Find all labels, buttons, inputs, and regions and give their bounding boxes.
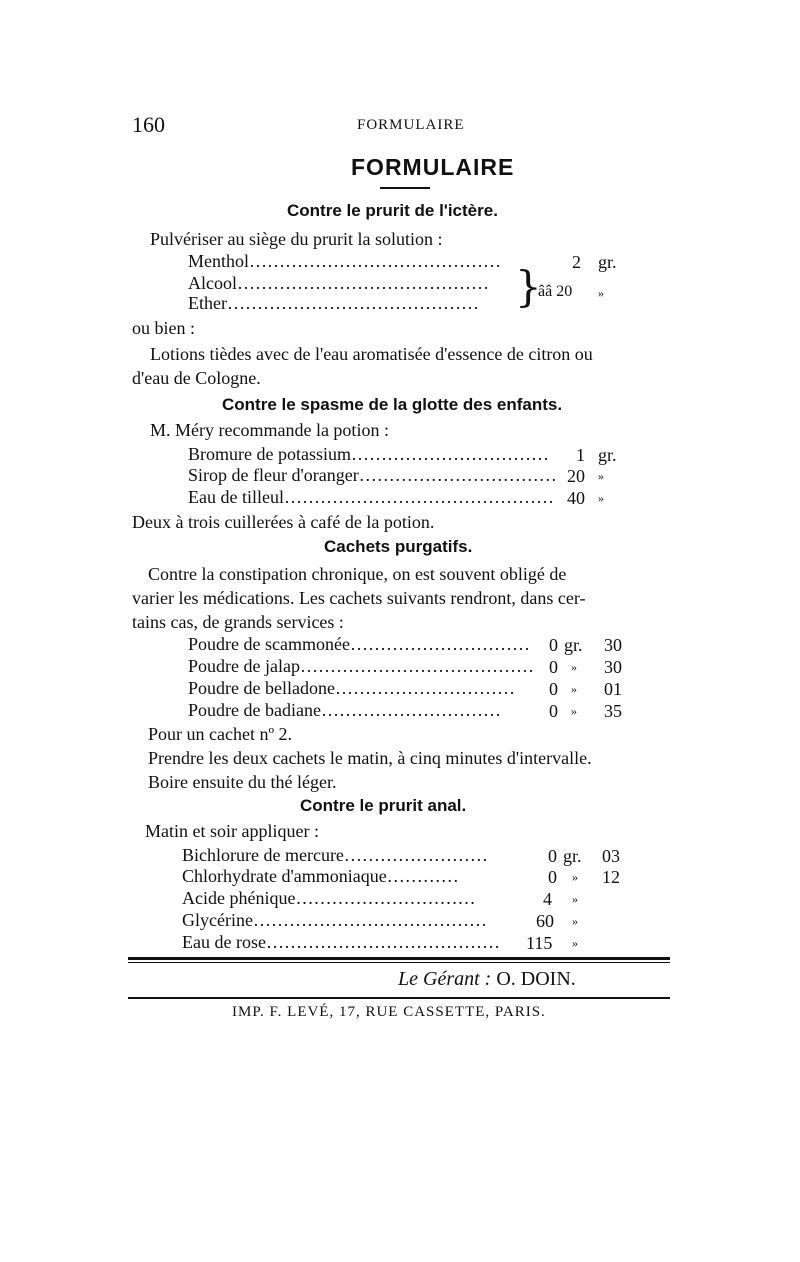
paragraph: varier les médications. Les cachets suivants rendront, dans cer- [132, 588, 586, 608]
recipe-quantity: 4 [543, 889, 552, 909]
section-heading-4: Contre le prurit anal. [300, 796, 467, 815]
recipe-row: Eau de rose………………………………… [182, 932, 500, 952]
recipe-quantity: 12 [602, 867, 620, 887]
recipe-row: Poudre de scammonée………………………… [188, 634, 530, 654]
printer-imprint: IMP. F. LEVÉ, 17, RUE CASSETTE, PARIS. [232, 1004, 546, 1020]
recipe-row: Alcool…………………………………… [188, 273, 489, 293]
ditto-mark: » [572, 892, 578, 906]
recipe-row: Poudre de badiane………………………… [188, 700, 501, 720]
recipe-unit: gr. [598, 445, 617, 465]
ditto-mark: » [572, 936, 578, 950]
ditto-mark: » [571, 682, 577, 696]
recipe-quantity: 115 [526, 933, 553, 953]
paragraph: d'eau de Cologne. [132, 368, 261, 388]
paragraph: Deux à trois cuillerées à café de la potion. [132, 512, 435, 532]
ditto-mark: » [598, 491, 604, 505]
ditto-mark: » [598, 469, 604, 483]
recipe-quantity: 0 [549, 679, 558, 699]
ditto-mark: » [572, 914, 578, 928]
recipe-quantity: 03 [602, 846, 620, 866]
gerant-line: Le Gérant : O. DOIN. [398, 968, 576, 990]
recipe-row: Poudre de belladone………………………… [188, 678, 515, 698]
paragraph: Contre la constipation chronique, on est souvent obligé de [148, 564, 567, 584]
recipe-unit: gr. [564, 635, 583, 655]
paragraph: tains cas, de grands services : [132, 612, 344, 632]
recipe-row: Eau de tilleul……………………………………… [188, 487, 554, 507]
paragraph: ou bien : [132, 318, 195, 338]
paragraph: M. Méry recommande la potion : [150, 420, 389, 440]
recipe-row: Menthol…………………………………… [188, 251, 501, 271]
recipe-quantity: 30 [604, 657, 622, 677]
divider [128, 957, 670, 960]
recipe-unit: gr. [598, 252, 617, 272]
recipe-quantity: 0 [548, 867, 557, 887]
paragraph: Pulvériser au siège du prurit la solution : [150, 229, 443, 249]
recipe-row: Sirop de fleur d'oranger…………………………… [188, 465, 557, 485]
recipe-row: Bromure de potassium…………………………… [188, 444, 549, 464]
recipe-quantity: 40 [567, 488, 585, 508]
recipe-quantity: 0 [549, 635, 558, 655]
paragraph: Boire ensuite du thé léger. [148, 772, 337, 792]
recipe-quantity: 1 [576, 445, 585, 465]
paragraph: Pour un cachet nº 2. [148, 724, 293, 744]
recipe-row: Ether…………………………………… [188, 293, 479, 313]
brace: } [515, 262, 542, 311]
section-title: FORMULAIRE [351, 154, 515, 180]
recipe-row: Poudre de jalap………………………………… [188, 656, 534, 676]
recipe-quantity: 35 [604, 701, 622, 721]
paragraph: Prendre les deux cachets le matin, à cinq minutes d'intervalle. [148, 748, 592, 768]
section-heading-2: Contre le spasme de la glotte des enfants. [222, 395, 563, 414]
recipe-quantity: 60 [536, 911, 554, 931]
recipe-unit: gr. [563, 846, 582, 866]
recipe-row: Chlorhydrate d'ammoniaque………… [182, 866, 459, 886]
section-heading-3: Cachets purgatifs. [324, 537, 473, 556]
section-heading-1: Contre le prurit de l'ictère. [287, 201, 498, 220]
ditto-mark: » [571, 704, 577, 718]
paragraph: Lotions tièdes avec de l'eau aromatisée d'essence de citron ou [150, 344, 593, 364]
divider [128, 997, 670, 999]
ditto-mark: » [571, 660, 577, 674]
recipe-quantity: 0 [548, 846, 557, 866]
recipe-quantity: 0 [549, 701, 558, 721]
recipe-quantity: 0 [549, 657, 558, 677]
paragraph: Matin et soir appliquer : [145, 821, 319, 841]
divider [128, 962, 670, 963]
recipe-row: Acide phénique………………………… [182, 888, 476, 908]
title-underline [380, 187, 430, 189]
recipe-row: Bichlorure de mercure…………………… [182, 845, 488, 865]
ditto-mark: » [598, 286, 604, 300]
running-header: FORMULAIRE [357, 117, 465, 133]
recipe-row: Glycérine………………………………… [182, 910, 487, 930]
page-number: 160 [132, 112, 165, 137]
recipe-quantity: 01 [604, 679, 622, 699]
recipe-quantity: ââ 20 [538, 283, 573, 300]
recipe-quantity: 2 [572, 252, 581, 272]
ditto-mark: » [572, 870, 578, 884]
recipe-quantity: 20 [567, 466, 585, 486]
recipe-quantity: 30 [604, 635, 622, 655]
